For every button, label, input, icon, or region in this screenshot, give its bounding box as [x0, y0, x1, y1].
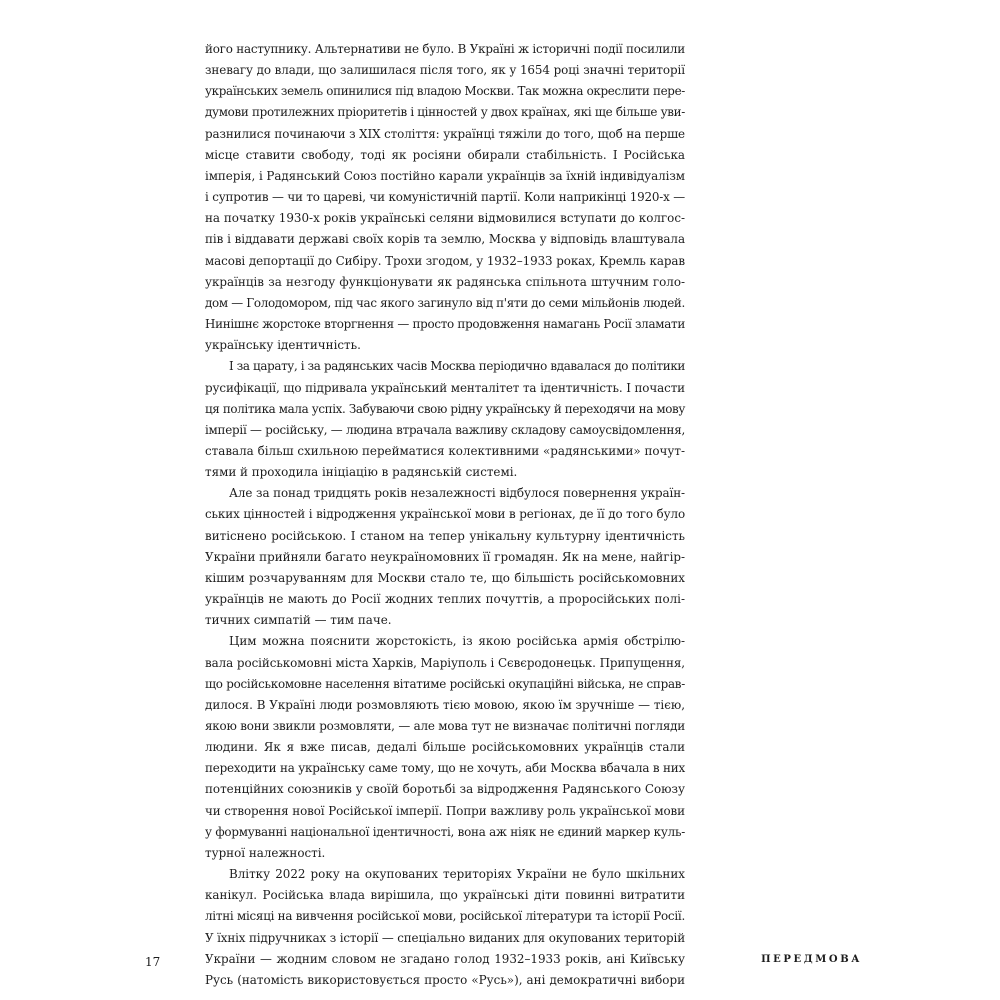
text-line: тичних симпатій — тим паче.: [205, 613, 392, 628]
text-line: масові депортації до Сибіру. Трохи згодом, у 1932–1933 роках, Кремль карав: [205, 253, 685, 268]
text-line: зневагу до влади, що залишилася після того, як у 1654 році значні території: [205, 63, 685, 78]
text-line: Влітку 2022 року на окупованих територіях України не було шкільних: [229, 867, 685, 882]
paragraph-3: [205, 483, 685, 631]
text-line: потенційних союзників у своїй боротьбі за відродження Радянського Союзу: [205, 782, 685, 797]
text-line: Цим можна пояснити жорстокість, із якою російська армія обстрілю-: [229, 634, 685, 649]
body-text: [205, 39, 685, 991]
text-line: дом — Голодомором, під час якого загинуло від п'яти до семи мільйонів людей.: [205, 295, 685, 310]
text-line: ських цінностей і відродження української мови в регіонах, де її до того було: [205, 507, 685, 522]
text-line: разнилися починаючи з XIX століття: українці тяжіли до того, щоб на перше: [205, 126, 685, 141]
text-line: тями й проходила ініціацію в радянській системі.: [205, 465, 518, 480]
text-line: Нинішнє жорстоке вторгнення — просто продовження намагань Росії зламати: [205, 317, 686, 332]
paragraph-2: [205, 356, 685, 483]
text-line: що російськомовне населення вітатиме російські окупаційні війська, не справ-: [205, 676, 686, 691]
text-line: ця політика мала успіх. Забуваючи свою рідну українську й переходячи на мову: [205, 401, 685, 416]
text-line: якою вони звикли розмовляти, — але мова тут не визначає політичні погляди: [205, 719, 686, 733]
text-line: імперія, і Радянський Союз постійно карали українців за їхній індивідуалізм: [205, 168, 685, 183]
text-line: людини. Як я вже писав, дедалі більше російськомовних українців стали: [205, 740, 685, 755]
text-line: України — жодним словом не згадано голод 1932–1933 років, ані Київську: [205, 951, 685, 966]
text-line: у формуванні національної ідентичності, вона аж ніяк не єдиний маркер куль-: [205, 824, 685, 839]
text-line: думови протилежних пріоритетів і цінностей у двох країнах, які ще більше уви-: [205, 105, 685, 120]
text-line: І за царату, і за радянських часів Москва періодично вдавалася до політики: [229, 359, 685, 374]
text-line: імперії — російську, — людина втрачала важливу складову самоусвідомлення,: [205, 422, 685, 437]
text-line: чи створення нової Російської імперії. Попри важливу роль української мови: [205, 803, 685, 818]
paragraph-1: [205, 39, 685, 356]
text-line: Русь (натомість використовується просто «Русь»), ані демократичні вибори: [205, 972, 685, 987]
text-line: місце ставити свободу, тоді як росіяни обирали стабільність. І Російська: [205, 147, 685, 162]
text-line: У їхніх підручниках з історії — спеціально виданих для окупованих територій: [205, 930, 685, 945]
text-line: ставала більш схильною перейматися колективними «радянськими» почут-: [205, 443, 685, 458]
page-number: 17: [145, 955, 161, 969]
text-line: і супротив — чи то цареві, чи комуністичній партії. Коли наприкінці 1920-х —: [205, 190, 685, 205]
text-line: турної належності.: [205, 845, 326, 860]
text-line: українську ідентичність.: [205, 338, 361, 353]
text-line: кішим розчаруванням для Москви стало те, що більшість російськомовних: [205, 570, 685, 585]
paragraph-4: [205, 631, 685, 864]
text-line: українців не мають до Росії жодних теплих почуттів, а проросійських полі-: [205, 592, 685, 607]
text-line: українських земель опинилися під владою Москви. Так можна окреслити пере-: [205, 84, 685, 99]
text-line: витіснено російською. І станом на тепер унікальну культурну ідентичність: [205, 528, 685, 543]
text-line: переходити на українську саме тому, що не хочуть, аби Москва вбачала в них: [205, 761, 685, 776]
text-line: Але за понад тридцять років незалежності відбулося повернення україн-: [229, 486, 685, 501]
paragraph-5: [205, 864, 685, 991]
text-line: України прийняли багато неукраїномовних її громадян. Як на мене, найгір-: [205, 549, 685, 564]
text-line: вала російськомовні міста Харків, Маріуполь і Сєвєродонецьк. Припущення,: [205, 655, 685, 670]
running-head: ПЕРЕДМОВА: [761, 954, 862, 965]
text-line: його наступнику. Альтернативи не було. В Україні ж історичні події посилили: [205, 42, 685, 56]
text-line: дилося. В Україні люди розмовляють тією мовою, якою їм зручніше — тією,: [205, 697, 685, 712]
text-line: русифікації, що підривала український менталітет та ідентичність. І почасти: [205, 380, 685, 395]
text-line: на початку 1930-х років українські селяни відмовилися вступати до колгос-: [205, 211, 685, 226]
text-line: пів і віддавати державі своїх корів та землю, Москва у відповідь влаштувала: [205, 232, 685, 247]
text-line: канікул. Російська влада вирішила, що українські діти повинні витратити: [205, 888, 685, 903]
text-line: літні місяці на вивчення російської мови, російської літератури та історії Росії.: [205, 909, 685, 924]
text-line: українців за незгоду функціонувати як радянська спільнота штучним голо-: [205, 274, 685, 289]
